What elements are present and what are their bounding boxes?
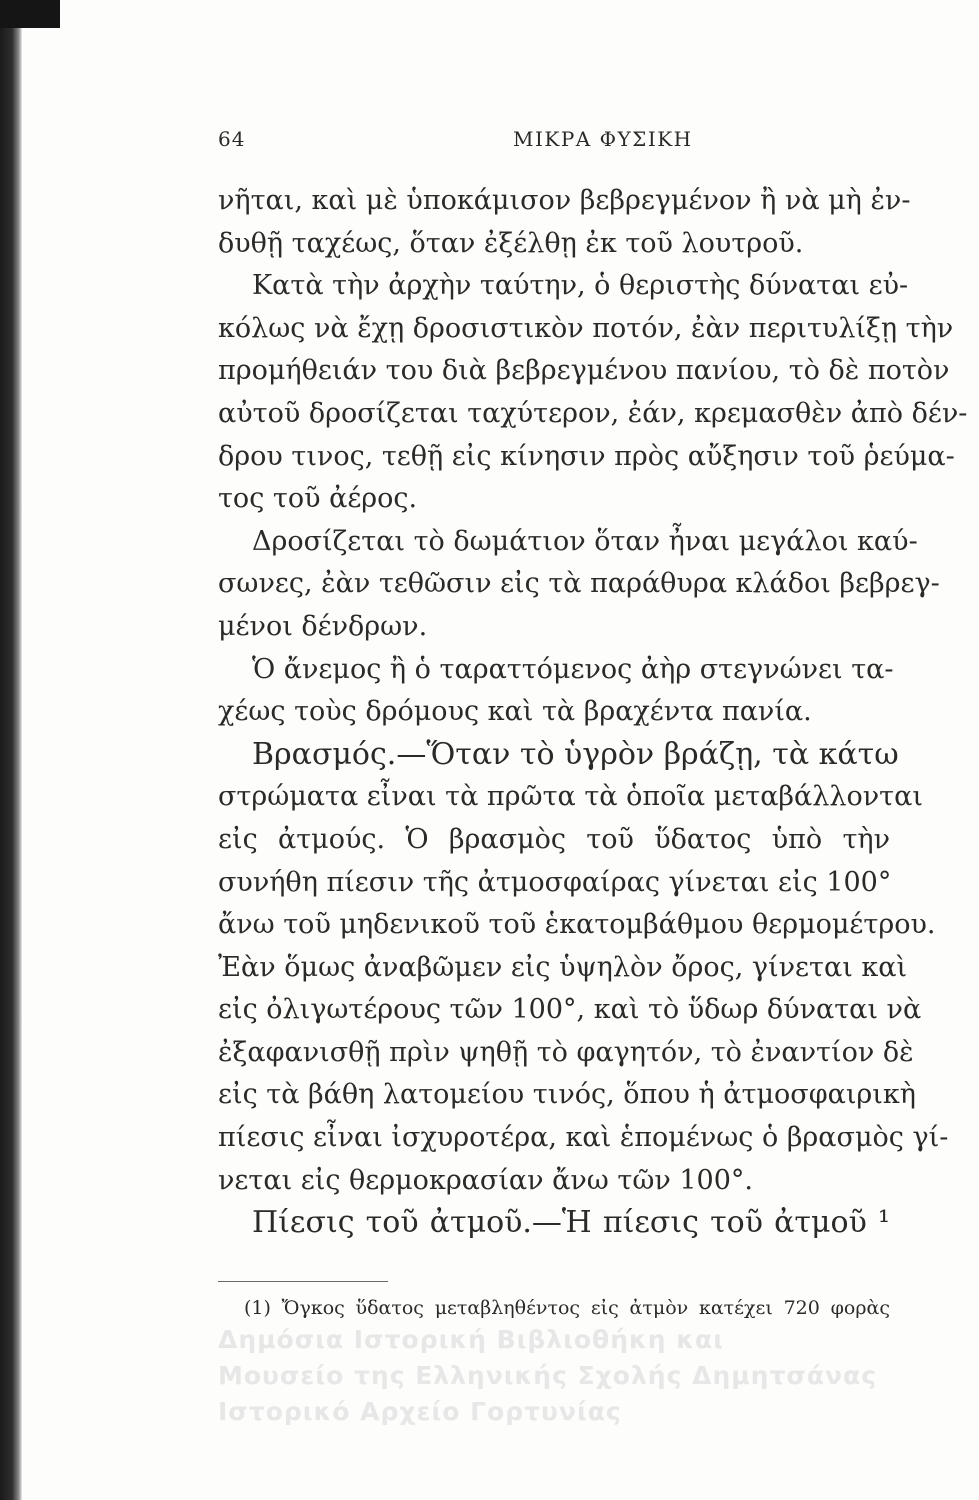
text-line: προμήθειάν του διὰ βεβρεγμένου πανίου, τὸ δὲ ποτὸν xyxy=(218,355,950,387)
text-line: νεται εἰς θερμοκρασίαν ἄνω τῶν 100°. xyxy=(218,1164,753,1196)
text-line: συνήθη πίεσιν τῆς ἀτμοσφαίρας γίνεται εἰς 100° xyxy=(218,866,892,898)
section-heading-line: Βρασμός.—Ὅταν τὸ ὑγρὸν βράζῃ, τὰ κάτω xyxy=(252,736,899,772)
watermark-line: Δημόσια Ιστορική Βιβλιοθήκη και xyxy=(218,1325,724,1354)
text-line: εἰς ὀλιγωτέρους τῶν 100°, καὶ τὸ ὕδωρ δύναται νὰ xyxy=(218,994,922,1026)
section-heading-line: Πίεσις τοῦ ἀτμοῦ.—Ἡ πίεσις τοῦ ἀτμοῦ ¹ xyxy=(252,1205,890,1241)
text-line: εἰς ἀτμούς. Ὁ βρασμὸς τοῦ ὕδατος ὑπὸ τὴν xyxy=(218,823,890,855)
text-line: κόλως νὰ ἔχῃ δροσιστικὸν ποτόν, ἐὰν περιτυλίξῃ τὴν xyxy=(218,312,954,344)
text-line: ἄνω τοῦ μηδενικοῦ τοῦ ἑκατομβάθμου θερμομέτρου. xyxy=(218,909,936,941)
text-line: δρου τινος, τεθῇ εἰς κίνησιν πρὸς αὔξησιν τοῦ ῥεύμα- xyxy=(218,440,955,472)
text-line: στρώματα εἶναι τὰ πρῶτα τὰ ὁποῖα μεταβάλλονται xyxy=(218,781,923,813)
footnote-rule xyxy=(218,1281,388,1282)
text-line: Κατὰ τὴν ἀρχὴν ταύτην, ὁ θεριστὴς δύναται εὐ- xyxy=(252,270,909,302)
text-line: πίεσις εἶναι ἰσχυροτέρα, καὶ ἑπομένως ὁ βρασμὸς γί- xyxy=(218,1122,949,1154)
library-watermark xyxy=(218,1322,938,1430)
text-line: Δροσίζεται τὸ δωμάτιον ὅταν ἦναι μεγάλοι καύ- xyxy=(252,525,918,557)
text-line: δυθῇ ταχέως, ὅταν ἐξέλθῃ ἐκ τοῦ λουτροῦ. xyxy=(218,227,804,259)
watermark-line: Ιστορικό Αρχείο Γορτυνίας xyxy=(218,1397,622,1426)
text-line: εἰς τὰ βάθη λατομείου τινός, ὅπου ἡ ἀτμοσφαιρικὴ xyxy=(218,1079,916,1111)
footnote: (1) Ὄγκος ὕδατος μεταβληθέντος εἰς ἀτμὸν κατέχει 720 φορὰς xyxy=(244,1297,890,1319)
running-title: ΜΙΚΡΑ ΦΥΣΙΚΗ xyxy=(513,127,693,151)
scan-corner-shadow xyxy=(0,0,60,28)
page-number: 64 xyxy=(218,127,246,151)
text-line: νῆται, καὶ μὲ ὑποκάμισον βεβρεγμένον ἢ νὰ μὴ ἐν- xyxy=(218,185,911,216)
text-line: αὐτοῦ δροσίζεται ταχύτερον, ἐάν, κρεμασθὲν ἀπὸ δέν- xyxy=(218,397,968,429)
body-text xyxy=(218,180,968,1245)
page-header xyxy=(218,127,878,157)
text-line: σωνες, ἐὰν τεθῶσιν εἰς τὰ παράθυρα κλάδοι βεβρεγ- xyxy=(218,568,940,600)
watermark-line: Μουσείο της Ελληνικής Σχολής Δημητσάνας xyxy=(218,1361,878,1390)
text-line: Ἐὰν ὅμως ἀναβῶμεν εἰς ὑψηλὸν ὄρος, γίνεται καὶ xyxy=(218,951,908,983)
text-line: τος τοῦ ἀέρος. xyxy=(218,483,418,515)
scan-binding-edge xyxy=(0,0,22,1500)
text-line: χέως τοὺς δρόμους καὶ τὰ βραχέντα πανία. xyxy=(218,696,812,728)
text-line: μένοι δένδρων. xyxy=(218,610,428,642)
text-line: ἐξαφανισθῇ πρὶν ψηθῇ τὸ φαγητόν, τὸ ἐναντίον δὲ xyxy=(218,1036,914,1068)
text-line: Ὁ ἄνεμος ἢ ὁ ταραττόμενος ἀὴρ στεγνώνει τα- xyxy=(252,653,894,685)
